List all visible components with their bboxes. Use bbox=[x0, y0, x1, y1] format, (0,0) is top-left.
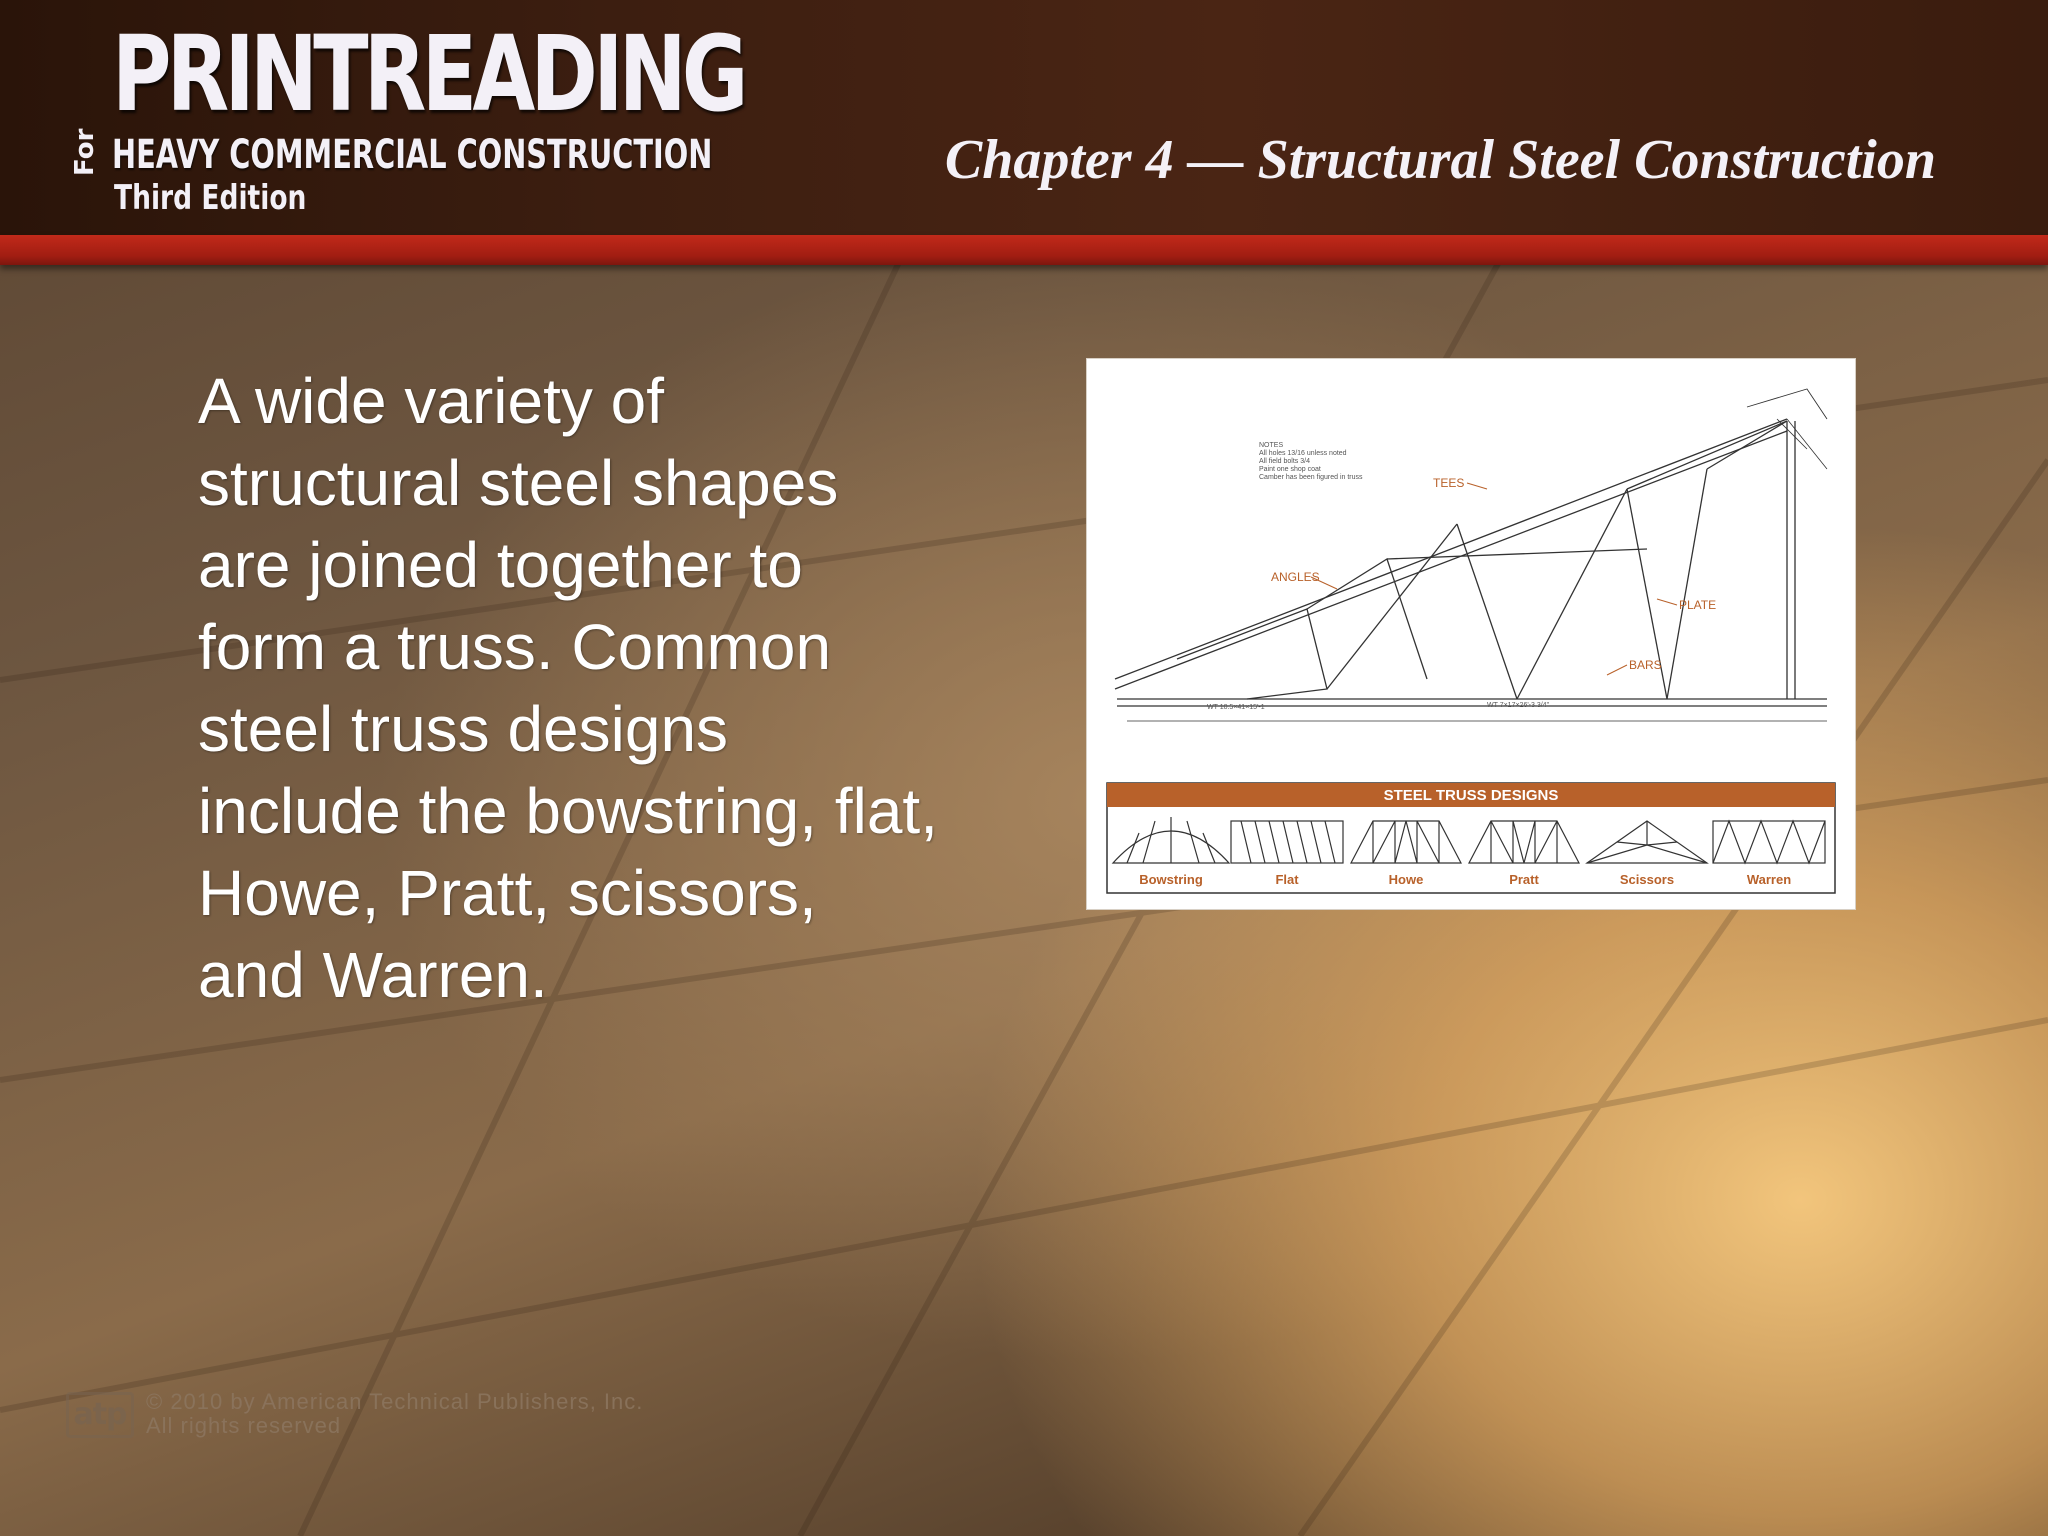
svg-text:All holes 13/16 unless noted: All holes 13/16 unless noted bbox=[1259, 450, 1347, 457]
logo-edition: Third Edition bbox=[114, 178, 307, 218]
logo-title: PRINTREADING bbox=[112, 13, 744, 135]
design-label-howe: Howe bbox=[1388, 872, 1424, 887]
svg-text:Paint one shop coat: Paint one shop coat bbox=[1259, 466, 1321, 473]
truss-drawing bbox=[1115, 389, 1827, 721]
design-label-scissors: Scissors bbox=[1619, 872, 1675, 887]
designs-title: STEEL TRUSS DESIGNS bbox=[1383, 787, 1559, 804]
design-label-flat: Flat bbox=[1275, 872, 1299, 887]
logo-subtitle: HEAVY COMMERCIAL CONSTRUCTION bbox=[112, 132, 713, 178]
truss-figure bbox=[1086, 358, 1856, 910]
design-label-pratt: Pratt bbox=[1509, 872, 1539, 887]
slide-body-text: A wide variety of structural steel shapes are joined together to form a truss. Common steel truss designs include the bowstring, flat, Howe, Pratt, scissors, and Warren. bbox=[198, 365, 938, 1011]
svg-text:NOTES: NOTES bbox=[1259, 442, 1284, 449]
rights-line: All rights reserved bbox=[146, 1413, 342, 1438]
svg-text:All field bolts 3/4: All field bolts 3/4 bbox=[1259, 458, 1310, 465]
logo-for: For bbox=[70, 128, 100, 176]
callout-plate: PLATE bbox=[1679, 598, 1717, 612]
truss-designs-panel bbox=[1107, 783, 1835, 893]
chapter-title: Chapter 4 — Structural Steel Construction bbox=[944, 129, 1936, 191]
callout-bars: BARS bbox=[1629, 658, 1662, 672]
design-label-warren: Warren bbox=[1746, 872, 1792, 887]
copyright-line: © 2010 by American Technical Publishers, Inc. bbox=[146, 1389, 644, 1414]
copyright-notice bbox=[146, 1390, 643, 1438]
svg-text:WT 7×17×26'-3 3/4": WT 7×17×26'-3 3/4" bbox=[1487, 702, 1550, 709]
header-accent-stripe bbox=[0, 235, 2048, 265]
callout-tees: TEES bbox=[1433, 476, 1465, 490]
svg-text:WT 10.5×41×15'-1: WT 10.5×41×15'-1 bbox=[1207, 704, 1265, 711]
design-label-bowstring: Bowstring bbox=[1139, 872, 1203, 887]
callout-angles: ANGLES bbox=[1271, 570, 1320, 584]
svg-text:Camber has been figured in tru: Camber has been figured in truss bbox=[1259, 474, 1363, 481]
publisher-logo: atp bbox=[66, 1392, 134, 1438]
